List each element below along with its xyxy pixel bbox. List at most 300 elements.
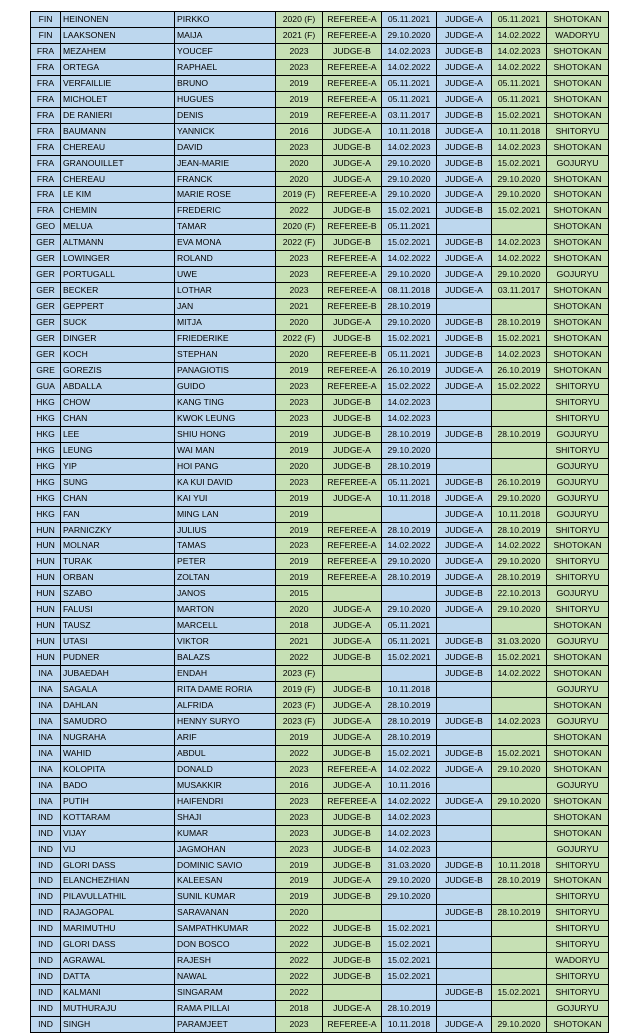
judge-grade-cell: JUDGE-B [437,745,492,761]
table-row [31,506,609,522]
table-row [31,825,609,841]
given-name-cell: JULIUS [175,522,276,538]
judge-date-cell: 10.11.2018 [492,506,547,522]
referee-date-cell: 29.10.2020 [382,554,437,570]
style-cell: SHOTOKAN [547,666,609,682]
judge-grade-cell: JUDGE-A [437,602,492,618]
surname-cell: KALMANI [61,985,175,1001]
judge-grade-cell [437,969,492,985]
referee-grade-cell: JUDGE-A [323,490,382,506]
style-cell: SHITORYU [547,123,609,139]
surname-cell: GLORI DASS [61,937,175,953]
surname-cell: PILAVULLATHIL [61,889,175,905]
judge-grade-cell: JUDGE-B [437,426,492,442]
referee-date-cell: 05.11.2021 [382,474,437,490]
referee-date-cell: 28.10.2019 [382,522,437,538]
referee-date-cell: 26.10.2019 [382,362,437,378]
year-cell: 2019 [276,107,323,123]
style-cell: SHOTOKAN [547,331,609,347]
given-name-cell: VIKTOR [175,634,276,650]
country-cell: HKG [31,458,61,474]
referee-grade-cell [323,506,382,522]
style-cell: SHOTOKAN [547,618,609,634]
referee-date-cell: 05.11.2021 [382,75,437,91]
judge-grade-cell: JUDGE-B [437,857,492,873]
given-name-cell: FRANCK [175,171,276,187]
judge-date-cell: 29.10.2020 [492,267,547,283]
style-cell: GOJURYU [547,267,609,283]
table-row [31,362,609,378]
judge-grade-cell: JUDGE-A [437,362,492,378]
surname-cell: ABDALLA [61,378,175,394]
table-row [31,43,609,59]
given-name-cell: EVA MONA [175,235,276,251]
judge-grade-cell: JUDGE-B [437,586,492,602]
referee-grade-cell [323,985,382,1001]
judge-date-cell [492,889,547,905]
referee-date-cell [382,985,437,1001]
style-cell: SHITORYU [547,905,609,921]
year-cell: 2020 [276,458,323,474]
referee-grade-cell: JUDGE-B [323,682,382,698]
year-cell: 2019 [276,570,323,586]
judge-grade-cell [437,394,492,410]
referee-date-cell: 15.02.2021 [382,203,437,219]
year-cell: 2023 [276,809,323,825]
referee-date-cell: 14.02.2023 [382,410,437,426]
surname-cell: DATTA [61,969,175,985]
style-cell: GOJURYU [547,490,609,506]
referee-date-cell: 29.10.2020 [382,267,437,283]
referee-date-cell: 28.10.2019 [382,458,437,474]
year-cell: 2020 (F) [276,219,323,235]
judge-date-cell: 10.11.2018 [492,123,547,139]
referee-grade-cell [323,666,382,682]
judge-grade-cell: JUDGE-B [437,235,492,251]
referee-date-cell: 05.11.2021 [382,634,437,650]
judge-date-cell: 14.02.2022 [492,538,547,554]
year-cell: 2019 [276,75,323,91]
judge-date-cell [492,1001,547,1017]
given-name-cell: DOMINIC SAVIO [175,857,276,873]
year-cell: 2023 [276,283,323,299]
surname-cell: ORBAN [61,570,175,586]
country-cell: GER [31,283,61,299]
given-name-cell: JEAN-MARIE [175,155,276,171]
style-cell: SHOTOKAN [547,697,609,713]
country-cell: HUN [31,602,61,618]
judge-date-cell [492,937,547,953]
surname-cell: SAMUDRO [61,713,175,729]
country-cell: INA [31,713,61,729]
table-row [31,283,609,299]
referee-date-cell: 14.02.2023 [382,43,437,59]
country-cell: HUN [31,522,61,538]
table-row [31,538,609,554]
table-row [31,745,609,761]
judge-grade-cell: JUDGE-A [437,490,492,506]
style-cell: SHOTOKAN [547,91,609,107]
style-cell: GOJURYU [547,682,609,698]
referee-date-cell: 15.02.2021 [382,937,437,953]
country-cell: IND [31,1017,61,1033]
given-name-cell: RITA DAME RORIA [175,682,276,698]
year-cell: 2019 [276,522,323,538]
given-name-cell: MARCELL [175,618,276,634]
referee-date-cell: 14.02.2022 [382,59,437,75]
country-cell: IND [31,953,61,969]
judge-date-cell: 28.10.2019 [492,315,547,331]
referee-date-cell: 15.02.2021 [382,921,437,937]
judge-date-cell: 29.10.2020 [492,761,547,777]
table-row [31,235,609,251]
year-cell: 2020 [276,155,323,171]
surname-cell: LAAKSONEN [61,27,175,43]
given-name-cell: ZOLTAN [175,570,276,586]
judge-date-cell: 14.02.2023 [492,235,547,251]
style-cell: SHOTOKAN [547,809,609,825]
surname-cell: SUCK [61,315,175,331]
table-row [31,857,609,873]
year-cell: 2015 [276,586,323,602]
referee-grade-cell: JUDGE-A [323,873,382,889]
style-cell: SHOTOKAN [547,107,609,123]
style-cell: SHITORYU [547,554,609,570]
country-cell: INA [31,761,61,777]
year-cell: 2018 [276,618,323,634]
style-cell: SHITORYU [547,410,609,426]
style-cell: GOJURYU [547,1001,609,1017]
referee-grade-cell: REFEREE-A [323,267,382,283]
style-cell: SHOTOKAN [547,299,609,315]
referee-grade-cell: REFEREE-A [323,1017,382,1033]
table-body [31,12,609,1033]
judge-grade-cell [437,809,492,825]
given-name-cell: UWE [175,267,276,283]
given-name-cell: ROLAND [175,251,276,267]
referee-grade-cell: JUDGE-A [323,442,382,458]
referee-grade-cell: JUDGE-B [323,745,382,761]
surname-cell: MOLNAR [61,538,175,554]
referee-grade-cell: JUDGE-B [323,650,382,666]
year-cell: 2023 [276,761,323,777]
table-row [31,729,609,745]
style-cell: GOJURYU [547,474,609,490]
year-cell: 2019 [276,729,323,745]
judge-date-cell [492,969,547,985]
judge-date-cell: 26.10.2019 [492,362,547,378]
country-cell: HUN [31,538,61,554]
country-cell: GER [31,331,61,347]
referee-grade-cell: REFEREE-A [323,554,382,570]
country-cell: FRA [31,203,61,219]
judge-grade-cell [437,410,492,426]
judge-grade-cell [437,219,492,235]
surname-cell: GLORI DASS [61,857,175,873]
surname-cell: CHAN [61,490,175,506]
judge-date-cell [492,825,547,841]
style-cell: SHITORYU [547,394,609,410]
style-cell: GOJURYU [547,506,609,522]
country-cell: IND [31,809,61,825]
judge-grade-cell: JUDGE-B [437,713,492,729]
table-row [31,554,609,570]
given-name-cell: FREDERIC [175,203,276,219]
given-name-cell: SUNIL KUMAR [175,889,276,905]
judge-grade-cell: JUDGE-B [437,905,492,921]
table-row [31,155,609,171]
country-cell: GRE [31,362,61,378]
referee-date-cell: 14.02.2022 [382,793,437,809]
surname-cell: MEZAHEM [61,43,175,59]
surname-cell: CHEMIN [61,203,175,219]
surname-cell: YIP [61,458,175,474]
referee-grade-cell: REFEREE-B [323,347,382,363]
judge-date-cell: 14.02.2022 [492,251,547,267]
year-cell: 2016 [276,777,323,793]
judge-date-cell: 29.10.2020 [492,793,547,809]
given-name-cell: RAMA PILLAI [175,1001,276,1017]
given-name-cell: BRUNO [175,75,276,91]
given-name-cell: MUSAKKIR [175,777,276,793]
given-name-cell: DAVID [175,139,276,155]
style-cell: SHOTOKAN [547,362,609,378]
surname-cell: MUTHURAJU [61,1001,175,1017]
referee-grade-cell: JUDGE-B [323,410,382,426]
year-cell: 2020 [276,905,323,921]
referee-grade-cell: JUDGE-B [323,889,382,905]
year-cell: 2023 [276,43,323,59]
year-cell: 2019 (F) [276,187,323,203]
surname-cell: DE RANIERI [61,107,175,123]
surname-cell: LEE [61,426,175,442]
surname-cell: KOCH [61,347,175,363]
given-name-cell: ALFRIDA [175,697,276,713]
table-row [31,793,609,809]
referee-grade-cell: REFEREE-A [323,27,382,43]
table-row [31,251,609,267]
year-cell: 2023 [276,267,323,283]
given-name-cell: HOI PANG [175,458,276,474]
given-name-cell: KALEESAN [175,873,276,889]
given-name-cell: KANG TING [175,394,276,410]
table-row [31,602,609,618]
country-cell: HKG [31,394,61,410]
judge-date-cell: 15.02.2021 [492,155,547,171]
table-row [31,474,609,490]
referee-grade-cell: JUDGE-B [323,394,382,410]
referee-grade-cell [323,586,382,602]
referee-date-cell: 28.10.2019 [382,426,437,442]
judge-date-cell: 29.10.2020 [492,490,547,506]
table-row [31,586,609,602]
country-cell: HKG [31,410,61,426]
judge-date-cell: 14.02.2022 [492,666,547,682]
referee-date-cell: 15.02.2021 [382,745,437,761]
table-row [31,107,609,123]
style-cell: SHOTOKAN [547,251,609,267]
year-cell: 2020 [276,602,323,618]
year-cell: 2019 [276,857,323,873]
surname-cell: SAGALA [61,682,175,698]
given-name-cell: KA KUI DAVID [175,474,276,490]
country-cell: INA [31,793,61,809]
referee-grade-cell: JUDGE-A [323,729,382,745]
year-cell: 2020 [276,171,323,187]
judge-grade-cell: JUDGE-B [437,650,492,666]
given-name-cell: KUMAR [175,825,276,841]
surname-cell: BAUMANN [61,123,175,139]
judge-grade-cell [437,937,492,953]
table-row [31,203,609,219]
judge-date-cell [492,809,547,825]
surname-cell: RAJAGOPAL [61,905,175,921]
judge-date-cell: 29.10.2020 [492,602,547,618]
judge-date-cell: 15.02.2021 [492,331,547,347]
judge-grade-cell: JUDGE-B [437,331,492,347]
given-name-cell: PETER [175,554,276,570]
country-cell: FIN [31,27,61,43]
country-cell: FRA [31,59,61,75]
surname-cell: GRANOUILLET [61,155,175,171]
style-cell: WADORYU [547,953,609,969]
judge-grade-cell: JUDGE-A [437,187,492,203]
given-name-cell: SARAVANAN [175,905,276,921]
table-row [31,1017,609,1033]
referee-grade-cell: JUDGE-B [323,458,382,474]
judge-date-cell: 14.02.2023 [492,43,547,59]
year-cell: 2021 (F) [276,27,323,43]
style-cell: SHOTOKAN [547,139,609,155]
judge-grade-cell [437,777,492,793]
given-name-cell: NAWAL [175,969,276,985]
surname-cell: TURAK [61,554,175,570]
given-name-cell: RAJESH [175,953,276,969]
judge-grade-cell: JUDGE-A [437,793,492,809]
referee-grade-cell: JUDGE-B [323,953,382,969]
table-row [31,969,609,985]
table-row [31,410,609,426]
judge-grade-cell [437,841,492,857]
surname-cell: UTASI [61,634,175,650]
referee-grade-cell: JUDGE-B [323,841,382,857]
officials-table [30,11,609,1033]
referee-date-cell: 14.02.2023 [382,825,437,841]
surname-cell: VERFAILLIE [61,75,175,91]
referee-grade-cell: REFEREE-A [323,522,382,538]
referee-date-cell: 10.11.2016 [382,777,437,793]
referee-date-cell: 05.11.2021 [382,12,437,28]
referee-date-cell: 28.10.2019 [382,697,437,713]
style-cell: GOJURYU [547,713,609,729]
year-cell: 2023 [276,825,323,841]
judge-grade-cell: JUDGE-A [437,522,492,538]
judge-date-cell: 14.02.2022 [492,59,547,75]
given-name-cell: ENDAH [175,666,276,682]
judge-grade-cell: JUDGE-A [437,761,492,777]
referee-grade-cell: REFEREE-A [323,362,382,378]
judge-date-cell: 15.02.2021 [492,107,547,123]
surname-cell: KOTTARAM [61,809,175,825]
judge-grade-cell: JUDGE-A [437,570,492,586]
country-cell: HUN [31,554,61,570]
style-cell: SHITORYU [547,857,609,873]
judge-date-cell: 28.10.2019 [492,522,547,538]
referee-grade-cell: JUDGE-B [323,969,382,985]
given-name-cell: SHAJI [175,809,276,825]
table-row [31,682,609,698]
given-name-cell: FRIEDERIKE [175,331,276,347]
year-cell: 2023 [276,139,323,155]
judge-date-cell: 28.10.2019 [492,426,547,442]
country-cell: IND [31,873,61,889]
style-cell: SHITORYU [547,378,609,394]
country-cell: IND [31,969,61,985]
surname-cell: MICHOLET [61,91,175,107]
referee-date-cell [382,666,437,682]
style-cell: WADORYU [547,27,609,43]
style-cell: SHOTOKAN [547,219,609,235]
table-row [31,442,609,458]
given-name-cell: TAMAS [175,538,276,554]
table-row [31,697,609,713]
judge-date-cell [492,841,547,857]
referee-grade-cell: JUDGE-A [323,315,382,331]
judge-grade-cell: JUDGE-B [437,43,492,59]
country-cell: GER [31,251,61,267]
judge-grade-cell: JUDGE-B [437,315,492,331]
referee-date-cell [382,506,437,522]
table-row [31,123,609,139]
table-row [31,666,609,682]
given-name-cell: JAN [175,299,276,315]
surname-cell: GEPPERT [61,299,175,315]
referee-grade-cell: REFEREE-A [323,75,382,91]
given-name-cell: DONALD [175,761,276,777]
referee-grade-cell: JUDGE-B [323,426,382,442]
referee-date-cell: 10.11.2018 [382,490,437,506]
given-name-cell: LOTHAR [175,283,276,299]
year-cell: 2019 (F) [276,682,323,698]
country-cell: IND [31,905,61,921]
referee-date-cell: 28.10.2019 [382,299,437,315]
surname-cell: BADO [61,777,175,793]
year-cell: 2022 [276,745,323,761]
referee-date-cell: 28.10.2019 [382,1001,437,1017]
year-cell: 2019 [276,873,323,889]
surname-cell: DAHLAN [61,697,175,713]
judge-date-cell [492,410,547,426]
given-name-cell: MARTON [175,602,276,618]
style-cell: SHOTOKAN [547,171,609,187]
style-cell: SHOTOKAN [547,75,609,91]
judge-date-cell: 14.02.2023 [492,139,547,155]
referee-date-cell: 10.11.2018 [382,123,437,139]
year-cell: 2021 [276,634,323,650]
surname-cell: MARIMUTHU [61,921,175,937]
style-cell: SHOTOKAN [547,43,609,59]
country-cell: INA [31,729,61,745]
year-cell: 2018 [276,1001,323,1017]
table-row [31,1001,609,1017]
style-cell: SHOTOKAN [547,793,609,809]
style-cell: SHOTOKAN [547,235,609,251]
referee-date-cell: 29.10.2020 [382,171,437,187]
judge-date-cell: 05.11.2021 [492,75,547,91]
judge-grade-cell: JUDGE-B [437,139,492,155]
referee-grade-cell: REFEREE-A [323,793,382,809]
referee-grade-cell: JUDGE-A [323,697,382,713]
